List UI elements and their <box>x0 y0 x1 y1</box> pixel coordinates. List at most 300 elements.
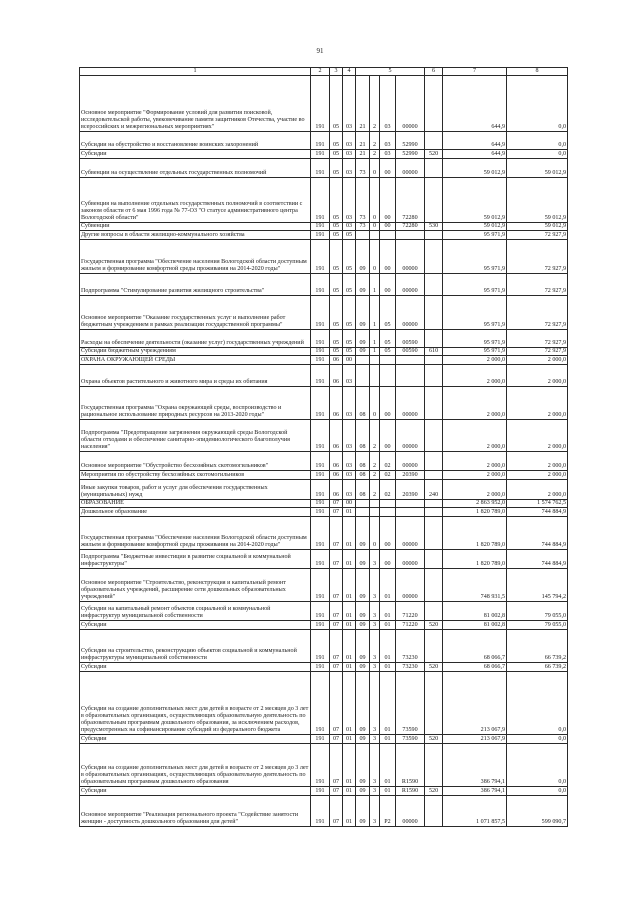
table-row <box>80 569 568 602</box>
subsection-cell: 01 <box>343 672 356 735</box>
name-cell: Охрана объектов растительного и животного мира и среды их обитания <box>80 365 311 387</box>
subsection-cell: 01 <box>343 550 356 569</box>
amount-year1-cell: 2 000,0 <box>443 387 507 420</box>
header-cell-3: 3 <box>330 68 343 76</box>
section-cell: 07 <box>330 630 343 663</box>
ministry-code-cell: 191 <box>311 365 330 387</box>
name-cell: Субсидии на создание дополнительных мест для детей в возрасте от 2 месяцев до 3 лет в образовательных организациях, осуществляющих образовательную деятельность по образовательным программам дошкольного образования, за исключением расходов, предусмотренных на софинансирование субсидий из федерального бюджета <box>80 672 311 735</box>
event-code-cell: 01 <box>380 672 396 735</box>
program-code-cell: 09 <box>356 621 370 630</box>
event-code-cell: 01 <box>380 630 396 663</box>
subprogram-code-cell <box>370 231 380 240</box>
section-cell: 05 <box>330 348 343 356</box>
amount-year1-cell: 644,9 <box>443 132 507 150</box>
direction-code-cell: 52990 <box>396 132 425 150</box>
amount-year1-cell: 2 000,0 <box>443 452 507 471</box>
expense-type-cell: 520 <box>425 735 443 744</box>
direction-code-cell: 00000 <box>396 76 425 132</box>
program-code-cell: 73 <box>356 223 370 231</box>
event-code-cell <box>380 356 396 365</box>
amount-year2-cell: 79 055,0 <box>507 602 568 621</box>
subprogram-code-cell <box>370 365 380 387</box>
subprogram-code-cell <box>370 500 380 508</box>
amount-year2-cell: 2 000,0 <box>507 387 568 420</box>
program-code-cell: 21 <box>356 76 370 132</box>
program-code-cell <box>356 500 370 508</box>
ministry-code-cell: 191 <box>311 330 330 348</box>
section-cell: 07 <box>330 744 343 787</box>
amount-year1-cell: 1 820 789,0 <box>443 550 507 569</box>
name-cell: Субсидии на строительство, реконструкцию объектов социальной и коммунальной инфраструктуры муниципальной собственности <box>80 630 311 663</box>
amount-year2-cell: 1 574 762,5 <box>507 500 568 508</box>
program-code-cell: 09 <box>356 630 370 663</box>
direction-code-cell <box>396 231 425 240</box>
section-cell: 07 <box>330 796 343 827</box>
ministry-code-cell: 191 <box>311 602 330 621</box>
expense-type-cell <box>425 274 443 296</box>
amount-year2-cell: 0,0 <box>507 150 568 159</box>
subprogram-code-cell: 3 <box>370 663 380 672</box>
subsection-cell: 05 <box>343 274 356 296</box>
subsection-cell: 03 <box>343 159 356 178</box>
ministry-code-cell: 191 <box>311 348 330 356</box>
direction-code-cell: 73230 <box>396 630 425 663</box>
subsection-cell: 00 <box>343 500 356 508</box>
amount-year1-cell: 59 012,9 <box>443 178 507 223</box>
amount-year2-cell: 599 090,7 <box>507 796 568 827</box>
amount-year1-cell: 213 067,9 <box>443 735 507 744</box>
expense-type-cell <box>425 159 443 178</box>
ministry-code-cell: 191 <box>311 663 330 672</box>
subprogram-code-cell <box>370 356 380 365</box>
event-code-cell: 05 <box>380 348 396 356</box>
event-code-cell: 00 <box>380 223 396 231</box>
direction-code-cell: R1590 <box>396 787 425 796</box>
table-row <box>80 735 568 744</box>
subprogram-code-cell: 1 <box>370 330 380 348</box>
subsection-cell: 03 <box>343 76 356 132</box>
expense-type-cell <box>425 132 443 150</box>
expense-type-cell: 520 <box>425 787 443 796</box>
amount-year2-cell: 2 000,0 <box>507 471 568 480</box>
event-code-cell: 00 <box>380 420 396 452</box>
name-cell: Субсидии на капитальный ремонт объектов социальной и коммунальной инфраструктур муниципальной собственности <box>80 602 311 621</box>
expense-type-cell <box>425 178 443 223</box>
amount-year1-cell: 2 000,0 <box>443 356 507 365</box>
name-cell: Иные закупки товаров, работ и услуг для обеспечения государственных (муниципальных) нужд <box>80 480 311 500</box>
section-cell: 07 <box>330 621 343 630</box>
section-cell: 05 <box>330 231 343 240</box>
subsection-cell: 03 <box>343 223 356 231</box>
amount-year2-cell: 744 884,9 <box>507 550 568 569</box>
subprogram-code-cell: 1 <box>370 348 380 356</box>
subprogram-code-cell: 0 <box>370 240 380 274</box>
subprogram-code-cell: 2 <box>370 76 380 132</box>
section-cell: 06 <box>330 471 343 480</box>
ministry-code-cell: 191 <box>311 550 330 569</box>
section-cell: 05 <box>330 150 343 159</box>
ministry-code-cell: 191 <box>311 178 330 223</box>
expense-type-cell <box>425 569 443 602</box>
amount-year1-cell: 213 067,9 <box>443 672 507 735</box>
section-cell: 06 <box>330 387 343 420</box>
ministry-code-cell: 191 <box>311 796 330 827</box>
program-code-cell: 09 <box>356 550 370 569</box>
direction-code-cell: 71220 <box>396 602 425 621</box>
name-cell: Субсидии <box>80 735 311 744</box>
amount-year2-cell: 744 884,9 <box>507 508 568 517</box>
name-cell: Основное мероприятие "Обустройство бесхозяйных скотомогильников" <box>80 452 311 471</box>
header-row <box>80 68 568 76</box>
amount-year2-cell: 72 927,9 <box>507 231 568 240</box>
direction-code-cell: 71220 <box>396 621 425 630</box>
section-cell: 05 <box>330 240 343 274</box>
program-code-cell: 21 <box>356 150 370 159</box>
header-cell-2: 2 <box>311 68 330 76</box>
table-row <box>80 150 568 159</box>
program-code-cell: 09 <box>356 569 370 602</box>
name-cell: Субвенция на выполнение отдельных государственных полномочий в соответствии с законом области от 6 мая 1996 года № 77-ОЗ "О статусе административного центра Вологодской области" <box>80 178 311 223</box>
subsection-cell: 05 <box>343 296 356 330</box>
direction-code-cell: 00000 <box>396 420 425 452</box>
expense-type-cell <box>425 420 443 452</box>
table-row <box>80 356 568 365</box>
ministry-code-cell: 191 <box>311 452 330 471</box>
subprogram-code-cell: 3 <box>370 569 380 602</box>
amount-year2-cell: 66 739,2 <box>507 663 568 672</box>
amount-year1-cell: 2 863 952,0 <box>443 500 507 508</box>
expense-type-cell <box>425 796 443 827</box>
expense-type-cell <box>425 517 443 550</box>
table-row <box>80 178 568 223</box>
name-cell: Основное мероприятие "Оказание государственных услуг и выполнение работ бюджетным учреждением в рамках реализации государственной программы" <box>80 296 311 330</box>
event-code-cell: 02 <box>380 452 396 471</box>
expense-type-cell <box>425 471 443 480</box>
amount-year1-cell: 644,9 <box>443 76 507 132</box>
program-code-cell: 09 <box>356 787 370 796</box>
table-row <box>80 223 568 231</box>
subsection-cell: 01 <box>343 787 356 796</box>
ministry-code-cell: 191 <box>311 508 330 517</box>
amount-year1-cell: 644,9 <box>443 150 507 159</box>
table-row <box>80 452 568 471</box>
section-cell: 05 <box>330 178 343 223</box>
ministry-code-cell: 191 <box>311 159 330 178</box>
ministry-code-cell: 191 <box>311 356 330 365</box>
ministry-code-cell: 191 <box>311 240 330 274</box>
expense-type-cell: 240 <box>425 480 443 500</box>
expense-type-cell <box>425 240 443 274</box>
event-code-cell: 01 <box>380 663 396 672</box>
subsection-cell: 05 <box>343 348 356 356</box>
subsection-cell: 01 <box>343 735 356 744</box>
amount-year2-cell: 59 012,9 <box>507 178 568 223</box>
subprogram-code-cell: 3 <box>370 630 380 663</box>
ministry-code-cell: 191 <box>311 517 330 550</box>
amount-year1-cell: 2 000,0 <box>443 471 507 480</box>
amount-year1-cell: 386 794,1 <box>443 787 507 796</box>
table-row <box>80 672 568 735</box>
subsection-cell: 03 <box>343 178 356 223</box>
amount-year2-cell: 79 055,0 <box>507 621 568 630</box>
program-code-cell: 09 <box>356 663 370 672</box>
amount-year1-cell: 95 971,9 <box>443 348 507 356</box>
direction-code-cell: 20390 <box>396 480 425 500</box>
header-cell-4: 4 <box>343 68 356 76</box>
ministry-code-cell: 191 <box>311 735 330 744</box>
program-code-cell: 09 <box>356 240 370 274</box>
subprogram-code-cell: 2 <box>370 132 380 150</box>
table-row <box>80 508 568 517</box>
table-row <box>80 348 568 356</box>
amount-year1-cell: 748 931,5 <box>443 569 507 602</box>
section-cell: 05 <box>330 274 343 296</box>
section-cell: 07 <box>330 735 343 744</box>
amount-year2-cell: 59 012,9 <box>507 159 568 178</box>
direction-code-cell: 00000 <box>396 274 425 296</box>
subprogram-code-cell: 3 <box>370 735 380 744</box>
program-code-cell <box>356 356 370 365</box>
amount-year2-cell: 72 927,9 <box>507 240 568 274</box>
event-code-cell: 02 <box>380 471 396 480</box>
header-cell-6: 6 <box>425 68 443 76</box>
section-cell: 07 <box>330 508 343 517</box>
name-cell: Субвенции на осуществление отдельных государственных полномочий <box>80 159 311 178</box>
table-row <box>80 420 568 452</box>
ministry-code-cell: 191 <box>311 621 330 630</box>
expense-type-cell <box>425 365 443 387</box>
section-cell: 05 <box>330 132 343 150</box>
subsection-cell: 03 <box>343 420 356 452</box>
program-code-cell: 09 <box>356 735 370 744</box>
subsection-cell: 05 <box>343 240 356 274</box>
amount-year1-cell: 95 971,9 <box>443 240 507 274</box>
ministry-code-cell: 191 <box>311 296 330 330</box>
expense-type-cell: 520 <box>425 150 443 159</box>
expense-type-cell <box>425 744 443 787</box>
ministry-code-cell: 191 <box>311 744 330 787</box>
program-code-cell: 09 <box>356 672 370 735</box>
section-cell: 07 <box>330 569 343 602</box>
amount-year1-cell: 95 971,9 <box>443 296 507 330</box>
expense-type-cell <box>425 387 443 420</box>
name-cell: Основное мероприятие "Строительство, реконструкция и капитальный ремонт образовательных учреждений, расширение сети дошкольных образовательных учреждений" <box>80 569 311 602</box>
event-code-cell: 01 <box>380 735 396 744</box>
direction-code-cell: 00000 <box>396 796 425 827</box>
program-code-cell: 08 <box>356 387 370 420</box>
table-row <box>80 132 568 150</box>
amount-year1-cell: 59 012,9 <box>443 159 507 178</box>
direction-code-cell: 00000 <box>396 550 425 569</box>
ministry-code-cell: 191 <box>311 787 330 796</box>
program-code-cell: 09 <box>356 330 370 348</box>
expense-type-cell <box>425 602 443 621</box>
name-cell: Субсидии <box>80 621 311 630</box>
subsection-cell: 01 <box>343 517 356 550</box>
name-cell: Основное мероприятие "Формирование условий для развития поисковой, исследовательской работы, увековечивание памяти защитников Отечества, участие во всероссийских и межрегиональных мероприятиях" <box>80 76 311 132</box>
amount-year2-cell: 0,0 <box>507 735 568 744</box>
amount-year1-cell: 2 000,0 <box>443 365 507 387</box>
program-code-cell <box>356 508 370 517</box>
section-cell: 06 <box>330 452 343 471</box>
name-cell: Субвенции <box>80 223 311 231</box>
expense-type-cell <box>425 508 443 517</box>
name-cell: Другие вопросы в области жилищно-коммунального хозяйства <box>80 231 311 240</box>
header-cell-8: 8 <box>507 68 568 76</box>
program-code-cell <box>356 231 370 240</box>
ministry-code-cell: 191 <box>311 231 330 240</box>
program-code-cell: 09 <box>356 602 370 621</box>
table-row <box>80 517 568 550</box>
name-cell: Подпрограмма "Стимулирование развития жилищного строительства" <box>80 274 311 296</box>
amount-year2-cell: 2 000,0 <box>507 452 568 471</box>
amount-year2-cell: 72 927,9 <box>507 296 568 330</box>
name-cell: Субсидии <box>80 150 311 159</box>
expense-type-cell <box>425 630 443 663</box>
name-cell: Основное мероприятие "Реализация регионального проекта "Содействие занятости женщин - доступность дошкольного образования для детей" <box>80 796 311 827</box>
subsection-cell: 01 <box>343 744 356 787</box>
expense-type-cell <box>425 500 443 508</box>
name-cell: Субсидии <box>80 787 311 796</box>
event-code-cell: 00 <box>380 178 396 223</box>
budget-table <box>79 67 568 827</box>
direction-code-cell <box>396 365 425 387</box>
event-code-cell: 05 <box>380 330 396 348</box>
amount-year1-cell: 1 820 789,0 <box>443 517 507 550</box>
amount-year2-cell: 59 012,9 <box>507 223 568 231</box>
direction-code-cell <box>396 500 425 508</box>
event-code-cell <box>380 500 396 508</box>
section-cell: 05 <box>330 159 343 178</box>
section-cell: 05 <box>330 223 343 231</box>
event-code-cell <box>380 365 396 387</box>
amount-year1-cell: 68 066,7 <box>443 630 507 663</box>
event-code-cell: 03 <box>380 150 396 159</box>
program-code-cell: 73 <box>356 159 370 178</box>
ministry-code-cell: 191 <box>311 132 330 150</box>
table-row <box>80 76 568 132</box>
amount-year1-cell: 59 012,9 <box>443 223 507 231</box>
expense-type-cell <box>425 330 443 348</box>
event-code-cell: 00 <box>380 240 396 274</box>
event-code-cell: 05 <box>380 296 396 330</box>
subsection-cell: 03 <box>343 480 356 500</box>
table-row <box>80 471 568 480</box>
subprogram-code-cell: 1 <box>370 274 380 296</box>
program-code-cell: 09 <box>356 348 370 356</box>
subprogram-code-cell: 2 <box>370 480 380 500</box>
table-row <box>80 274 568 296</box>
expense-type-cell <box>425 550 443 569</box>
program-code-cell: 09 <box>356 274 370 296</box>
subprogram-code-cell: 2 <box>370 452 380 471</box>
direction-code-cell: 00000 <box>396 296 425 330</box>
expense-type-cell <box>425 452 443 471</box>
name-cell: Субсидии бюджетным учреждениям <box>80 348 311 356</box>
direction-code-cell: 73230 <box>396 663 425 672</box>
subsection-cell: 01 <box>343 569 356 602</box>
section-cell: 06 <box>330 356 343 365</box>
expense-type-cell: 530 <box>425 223 443 231</box>
table-row <box>80 159 568 178</box>
section-cell: 07 <box>330 500 343 508</box>
table-row <box>80 796 568 827</box>
event-code-cell: 01 <box>380 602 396 621</box>
direction-code-cell: 73590 <box>396 672 425 735</box>
amount-year2-cell: 0,0 <box>507 787 568 796</box>
table-row <box>80 621 568 630</box>
direction-code-cell: 73590 <box>396 735 425 744</box>
subprogram-code-cell: 3 <box>370 602 380 621</box>
event-code-cell: 00 <box>380 550 396 569</box>
amount-year2-cell: 0,0 <box>507 672 568 735</box>
amount-year2-cell: 72 927,9 <box>507 348 568 356</box>
event-code-cell: 01 <box>380 787 396 796</box>
subsection-cell: 01 <box>343 621 356 630</box>
subsection-cell: 03 <box>343 387 356 420</box>
section-cell: 07 <box>330 672 343 735</box>
direction-code-cell: 52990 <box>396 150 425 159</box>
event-code-cell: 00 <box>380 517 396 550</box>
table-row <box>80 500 568 508</box>
direction-code-cell: 72280 <box>396 223 425 231</box>
subprogram-code-cell: 2 <box>370 471 380 480</box>
direction-code-cell: R1590 <box>396 744 425 787</box>
event-code-cell: 00 <box>380 274 396 296</box>
subsection-cell: 01 <box>343 796 356 827</box>
event-code-cell: 02 <box>380 480 396 500</box>
subprogram-code-cell: 1 <box>370 296 380 330</box>
direction-code-cell: 00590 <box>396 330 425 348</box>
ministry-code-cell: 191 <box>311 569 330 602</box>
section-cell: 06 <box>330 365 343 387</box>
subprogram-code-cell: 0 <box>370 387 380 420</box>
amount-year1-cell: 2 000,0 <box>443 420 507 452</box>
amount-year1-cell: 81 002,8 <box>443 621 507 630</box>
amount-year1-cell: 1 071 857,5 <box>443 796 507 827</box>
subsection-cell: 01 <box>343 602 356 621</box>
section-cell: 07 <box>330 550 343 569</box>
subprogram-code-cell: 0 <box>370 178 380 223</box>
ministry-code-cell: 191 <box>311 500 330 508</box>
name-cell: Государственная программа "Охрана окружающей среды, воспроизводство и рациональное использование природных ресурсов на 2013-2020 годы" <box>80 387 311 420</box>
program-code-cell: 09 <box>356 744 370 787</box>
name-cell: Дошкольное образование <box>80 508 311 517</box>
ministry-code-cell: 191 <box>311 630 330 663</box>
table-row <box>80 744 568 787</box>
subprogram-code-cell: 3 <box>370 744 380 787</box>
table-row <box>80 602 568 621</box>
amount-year2-cell: 2 000,0 <box>507 480 568 500</box>
subprogram-code-cell: 3 <box>370 672 380 735</box>
expense-type-cell <box>425 76 443 132</box>
subprogram-code-cell: 0 <box>370 159 380 178</box>
section-cell: 07 <box>330 602 343 621</box>
amount-year1-cell: 386 794,1 <box>443 744 507 787</box>
program-code-cell: 08 <box>356 471 370 480</box>
event-code-cell: 00 <box>380 159 396 178</box>
amount-year2-cell: 66 739,2 <box>507 630 568 663</box>
amount-year2-cell: 0,0 <box>507 132 568 150</box>
name-cell: Мероприятия по обустройству бесхозяйных скотомогильников <box>80 471 311 480</box>
expense-type-cell: 520 <box>425 621 443 630</box>
section-cell: 06 <box>330 480 343 500</box>
table-row <box>80 365 568 387</box>
amount-year2-cell: 145 794,2 <box>507 569 568 602</box>
direction-code-cell: 72280 <box>396 178 425 223</box>
amount-year1-cell: 95 971,9 <box>443 330 507 348</box>
direction-code-cell: 00000 <box>396 240 425 274</box>
